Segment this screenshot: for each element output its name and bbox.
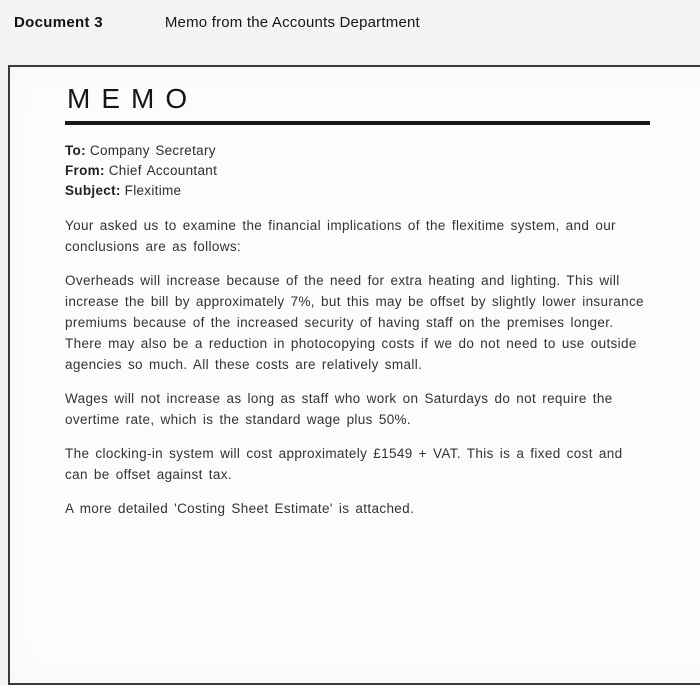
- document-title: Memo from the Accounts Department: [164, 14, 420, 31]
- field-from-label: From:: [65, 163, 105, 178]
- paragraph-wages: Wages will not increase as long as staff who work on Saturdays do not require the overtime rate, which is the standard wage plus 50%.: [65, 391, 613, 427]
- memo-sheet: [8, 65, 700, 685]
- field-subject: [65, 181, 650, 201]
- paragraph-intro: Your asked us to examine the financial implications of the flexitime system, and our conclusions are as follows:: [65, 218, 616, 254]
- field-to-label: To:: [65, 143, 86, 158]
- document-number: Document 3: [14, 14, 103, 31]
- memo-fields: [65, 141, 650, 201]
- document-caption: [14, 14, 690, 31]
- memo-divider: [65, 121, 650, 125]
- paragraph-attachment: A more detailed 'Costing Sheet Estimate' is attached.: [65, 501, 415, 516]
- memo-content: [10, 67, 650, 519]
- field-subject-value: Flexitime: [124, 183, 182, 198]
- paragraph-overheads: Overheads will increase because of the need for extra heating and lighting. This will increase the bill by approximately 7%, but this may be offset by slightly lower insurance premiums because of the increased security of having staff on the premises longer. There may also be a reduction in photocopying costs if we do not need to use outside agencies so much. All these costs are relatively small.: [65, 273, 644, 372]
- field-subject-label: Subject:: [65, 183, 121, 198]
- field-from: [65, 161, 650, 181]
- memo-body: [65, 215, 650, 519]
- field-from-value: Chief Accountant: [108, 163, 218, 178]
- memo-heading: MEMO: [67, 83, 199, 114]
- paragraph-clocking-in: The clocking-in system will cost approximately £1549 + VAT. This is a fixed cost and can be offset against tax.: [65, 446, 623, 482]
- field-to: [65, 141, 650, 161]
- field-to-value: Company Secretary: [89, 143, 216, 158]
